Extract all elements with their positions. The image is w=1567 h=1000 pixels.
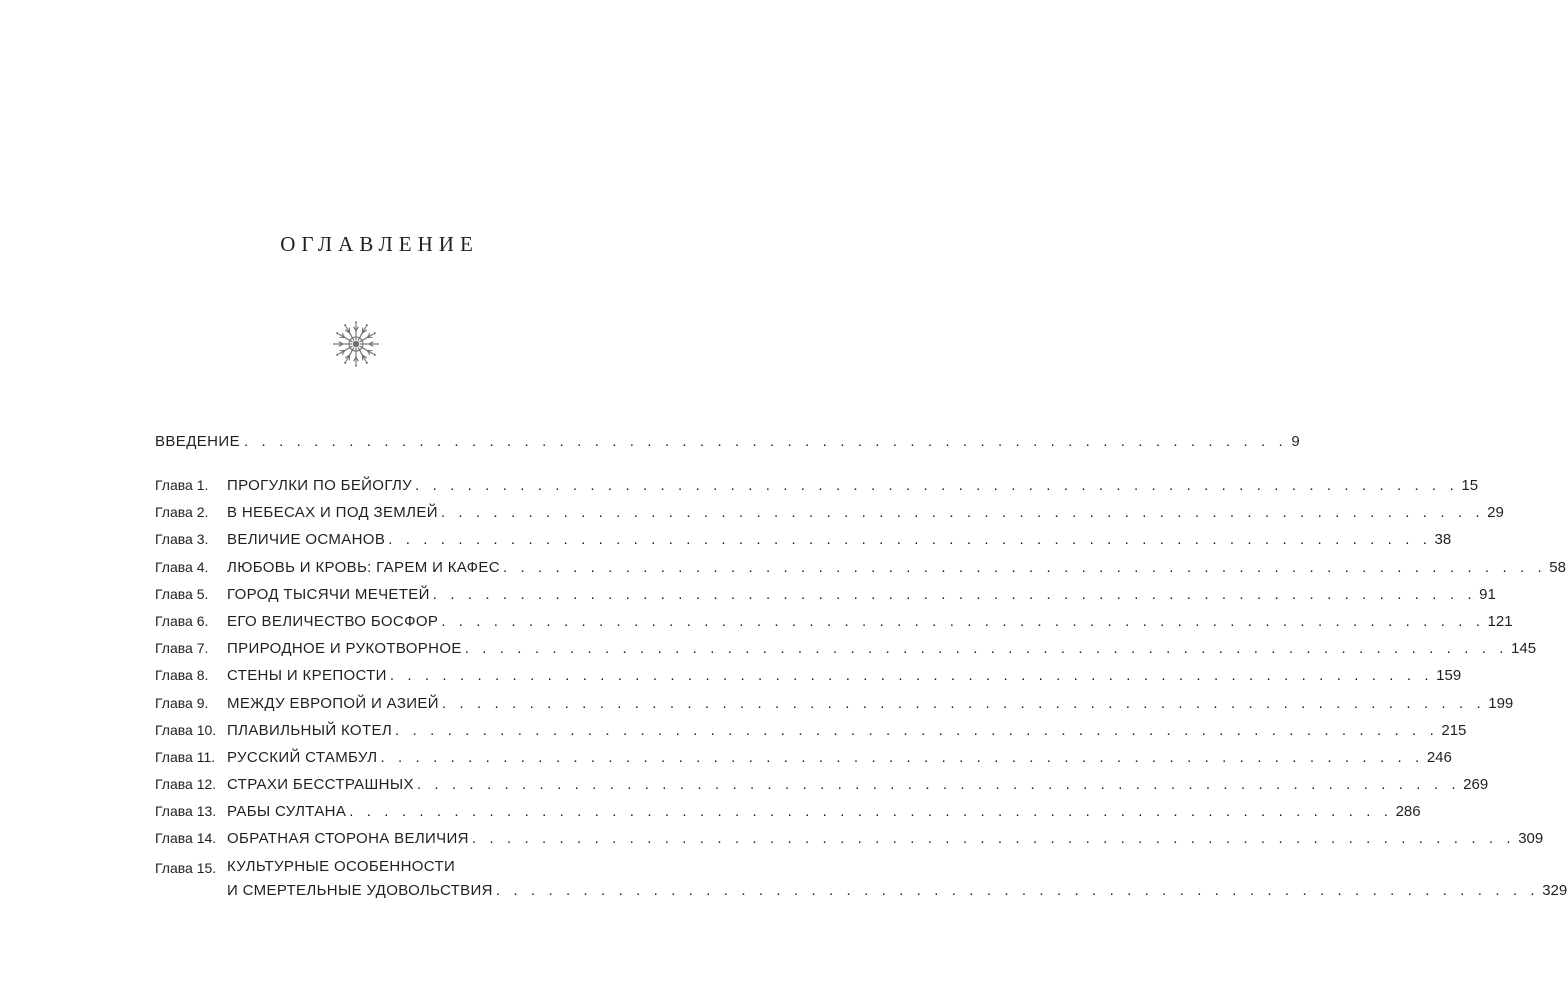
- dot-leader: . . . . . . . . . . . . . . . . . . . . . . . . . . . . . . . . . . . . . . . . . . . . . . . . . . . . . . . . . . . .: [380, 748, 1424, 766]
- page-title: ОГЛАВЛЕНИЕ: [280, 232, 479, 256]
- dot-leader: . . . . . . . . . . . . . . . . . . . . . . . . . . . . . . . . . . . . . . . . . . . . . . . . . . . . . . . . . . . .: [388, 531, 1432, 549]
- toc-entry-chapter-2[interactable]: [155, 504, 1504, 531]
- chapter-number: Глава 14.: [155, 830, 217, 847]
- chapter-number: Глава 5.: [155, 585, 209, 602]
- toc-entry-title: ВЕЛИЧИЕ ОСМАНОВ: [227, 531, 386, 549]
- dot-leader: . . . . . . . . . . . . . . . . . . . . . . . . . . . . . . . . . . . . . . . . . . . . . . . . . . . . . . . . . . . .: [464, 640, 1509, 658]
- dot-leader: . . . . . . . . . . . . . . . . . . . . . . . . . . . . . . . . . . . . . . . . . . . . . . . . . . . . . . . . . . . .: [432, 585, 1477, 603]
- toc-entry-chapter-3[interactable]: [155, 531, 1452, 558]
- toc-entry-page: 329: [1542, 881, 1567, 899]
- chapter-number: Глава 10.: [155, 721, 217, 738]
- toc-entry-chapter-13[interactable]: [155, 803, 1421, 830]
- toc-entry-title: ЛЮБОВЬ И КРОВЬ: ГАРЕМ И КАФЕС: [227, 558, 500, 576]
- dot-leader: . . . . . . . . . . . . . . . . . . . . . . . . . . . . . . . . . . . . . . . . . . . . . . . . . . . . . . . . . . . .: [395, 721, 1439, 739]
- toc-entry-chapter-4[interactable]: [155, 558, 1566, 586]
- toc-entry-title: ПРИРОДНОЕ И РУКОТВОРНОЕ: [227, 640, 462, 658]
- toc-entry-title: РУССКИЙ СТАМБУЛ: [227, 748, 378, 766]
- toc-entry-chapter-15[interactable]: [155, 857, 1567, 906]
- toc-entry-title: В НЕБЕСАХ И ПОД ЗЕМЛЕЙ: [227, 504, 438, 522]
- toc-entry-chapter-11[interactable]: [155, 748, 1452, 776]
- toc-entry-page: 215: [1441, 721, 1467, 739]
- toc-entry-page: 91: [1479, 585, 1496, 603]
- toc-entry-chapter-1[interactable]: [155, 477, 1479, 504]
- dot-leader: . . . . . . . . . . . . . . . . . . . . . . . . . . . . . . . . . . . . . . . . . . . . . . . . . . . . . . . . . . . .: [502, 558, 1547, 576]
- toc-entry-page: 58: [1549, 558, 1566, 576]
- chapter-number: Глава 12.: [155, 776, 217, 793]
- chapter-number: Глава 4.: [155, 558, 209, 575]
- toc-entry-introduction[interactable]: [155, 433, 1300, 459]
- dot-leader: . . . . . . . . . . . . . . . . . . . . . . . . . . . . . . . . . . . . . . . . . . . . . . . . . . . . . . . . . . . .: [416, 776, 1461, 794]
- toc-entry-chapter-10[interactable]: [155, 721, 1467, 749]
- toc-entry-title: РАБЫ СУЛТАНА: [227, 803, 347, 821]
- chapter-number: Глава 2.: [155, 504, 209, 521]
- toc-entry-title: ЕГО ВЕЛИЧЕСТВО БОСФОР: [227, 612, 439, 630]
- toc-entry-page: 309: [1518, 830, 1544, 848]
- toc-entry-title-line-2: И СМЕРТЕЛЬНЫЕ УДОВОЛЬСТВИЯ: [227, 881, 493, 899]
- toc-entry-title: ПРОГУЛКИ ПО БЕЙОГЛУ: [227, 477, 413, 494]
- toc-entry-title: МЕЖДУ ЕВРОПОЙ И АЗИЕЙ: [227, 694, 439, 712]
- dot-leader: . . . . . . . . . . . . . . . . . . . . . . . . . . . . . . . . . . . . . . . . . . . . . . . . . . . . . . . . . . . .: [495, 881, 1540, 899]
- toc-entry-page: 199: [1488, 694, 1514, 712]
- chapter-number: Глава 7.: [155, 640, 209, 657]
- toc-entry-chapter-14[interactable]: [155, 830, 1544, 857]
- chapter-number: Глава 1.: [155, 477, 209, 493]
- toc-entry-title: СТРАХИ БЕССТРАШНЫХ: [227, 776, 414, 794]
- toc-entry-chapter-8[interactable]: [155, 667, 1462, 694]
- toc-entry-page: 29: [1487, 504, 1504, 522]
- toc-entry-chapter-12[interactable]: [155, 776, 1489, 803]
- dot-leader: . . . . . . . . . . . . . . . . . . . . . . . . . . . . . . . . . . . . . . . . . . . . . . . . . . . . . . . . . . . .: [441, 612, 1485, 630]
- toc-entry-page: 121: [1487, 612, 1513, 630]
- chapter-number: Глава 9.: [155, 694, 209, 711]
- toc-entry-page: 269: [1463, 776, 1489, 794]
- toc-entry-page: 145: [1511, 640, 1537, 658]
- chapter-number: Глава 11.: [155, 748, 216, 765]
- dot-leader: . . . . . . . . . . . . . . . . . . . . . . . . . . . . . . . . . . . . . . . . . . . . . . . . . . . . . . . . . . . .: [415, 477, 1459, 494]
- chapter-list: [155, 477, 1566, 858]
- toc-entry-title: ВВЕДЕНИЕ: [155, 433, 240, 450]
- toc-entry-page: 159: [1436, 667, 1462, 685]
- toc-entry-title: ОБРАТНАЯ СТОРОНА ВЕЛИЧИЯ: [227, 830, 469, 848]
- dot-leader: . . . . . . . . . . . . . . . . . . . . . . . . . . . . . . . . . . . . . . . . . . . . . . . . . . . . . . . . . . . .: [349, 803, 1393, 821]
- chapter-number: Глава 13.: [155, 803, 217, 820]
- toc-entry-title: ПЛАВИЛЬНЫЙ КОТЕЛ: [227, 721, 393, 739]
- toc-entry-title: ГОРОД ТЫСЯЧИ МЕЧЕТЕЙ: [227, 585, 430, 603]
- toc-entry-page: 286: [1395, 803, 1421, 821]
- dot-leader: . . . . . . . . . . . . . . . . . . . . . . . . . . . . . . . . . . . . . . . . . . . . . . . . . . . . . . . . . . . .: [244, 433, 1288, 450]
- ornament-icon: [332, 320, 380, 368]
- chapter-number: Глава 8.: [155, 667, 209, 684]
- toc-entry-page: 9: [1291, 433, 1300, 450]
- dot-leader: . . . . . . . . . . . . . . . . . . . . . . . . . . . . . . . . . . . . . . . . . . . . . . . . . . . . . . . . . . . .: [389, 667, 1434, 685]
- table-of-contents: [155, 433, 1567, 906]
- dot-leader: . . . . . . . . . . . . . . . . . . . . . . . . . . . . . . . . . . . . . . . . . . . . . . . . . . . . . . . . . . . .: [440, 504, 1485, 522]
- toc-entry-chapter-5[interactable]: [155, 585, 1496, 613]
- toc-entry-page: 15: [1461, 477, 1479, 494]
- toc-entry-title-line-1: КУЛЬТУРНЫЕ ОСОБЕННОСТИ: [227, 857, 456, 875]
- toc-entry-page: 38: [1434, 531, 1452, 549]
- toc-entry-title: СТЕНЫ И КРЕПОСТИ: [227, 667, 387, 685]
- dot-leader: . . . . . . . . . . . . . . . . . . . . . . . . . . . . . . . . . . . . . . . . . . . . . . . . . . . . . . . . . . . .: [471, 830, 1516, 848]
- toc-entry-chapter-9[interactable]: [155, 694, 1514, 722]
- chapter-number: Глава 6.: [155, 612, 209, 629]
- toc-entry-page: 246: [1426, 748, 1452, 766]
- toc-entry-chapter-6[interactable]: [155, 612, 1513, 640]
- chapter-number: Глава 15.: [155, 859, 217, 876]
- chapter-number: Глава 3.: [155, 531, 209, 548]
- dot-leader: . . . . . . . . . . . . . . . . . . . . . . . . . . . . . . . . . . . . . . . . . . . . . . . . . . . . . . . . . . . .: [441, 694, 1486, 712]
- toc-entry-chapter-7[interactable]: [155, 640, 1537, 667]
